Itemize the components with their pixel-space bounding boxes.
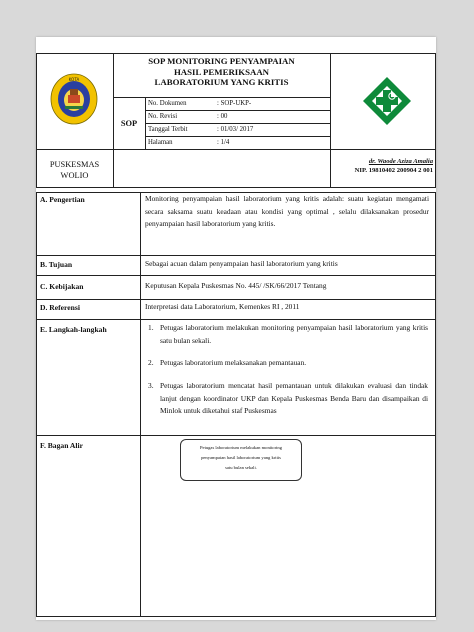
header-top-border bbox=[36, 53, 436, 54]
step-2-text: Petugas laboratorium melaksanakan pemantauan. bbox=[160, 358, 307, 367]
body-column-divider bbox=[140, 192, 141, 616]
title-line-1: SOP MONITORING PENYAMPAIAN bbox=[148, 56, 295, 66]
svg-text:KOTA: KOTA bbox=[68, 77, 80, 82]
flow-line-2: penyampaian hasil laboratorium yang kritis bbox=[201, 455, 281, 460]
section-f-label: F. Bagan Alir bbox=[40, 441, 83, 450]
org-line-1: PUSKESMAS bbox=[49, 160, 100, 169]
meta-label-page: Halaman bbox=[148, 139, 173, 146]
step-3-text: Petugas laboratorium mencatat hasil pemantauan untuk dilakukan evaluasi dan tindak lanjut dengan koordinator UKP dan Kepala Puskesmas Benda Baru dan disampaikan di Minlok untuk diketahui staf Puskesmas bbox=[160, 381, 428, 415]
meta-value-doc-number: : SOP-UKP- bbox=[217, 100, 252, 107]
row-border-d bbox=[36, 319, 436, 320]
header-middle-border bbox=[36, 149, 436, 150]
puskesmas-logo-icon bbox=[50, 73, 98, 125]
header-bottom-border bbox=[36, 187, 436, 188]
meta-row-border-3 bbox=[145, 136, 330, 137]
title-bottom-border bbox=[113, 97, 330, 98]
body-left-border bbox=[36, 192, 37, 616]
sop-label: SOP bbox=[120, 118, 138, 128]
section-a-label: A. Pengertian bbox=[40, 195, 85, 204]
meta-value-revision: : 00 bbox=[217, 113, 228, 120]
body-right-border bbox=[435, 192, 436, 616]
signer-nip: NIP. 19810402 200904 2 001 bbox=[354, 167, 433, 174]
meta-row-border-1 bbox=[145, 110, 330, 111]
sop-document-page bbox=[36, 37, 436, 620]
meta-label-issue-date: Tanggal Terbit bbox=[148, 126, 188, 133]
document-title bbox=[113, 56, 330, 88]
section-b-text: Sebagai acuan dalam penyampaian hasil laboratorium yang kritis bbox=[145, 259, 338, 268]
row-border-b bbox=[36, 275, 436, 276]
section-e-label: E. Langkah-langkah bbox=[40, 325, 107, 334]
health-logo-icon bbox=[361, 75, 413, 127]
meta-label-doc-number: No. Dokumen bbox=[148, 100, 187, 107]
row-border-e bbox=[36, 435, 436, 436]
section-c-text: Keputusan Kepala Puskesmas No. 445/ /SK/66/2017 Tentang bbox=[145, 281, 327, 290]
section-a-text: Monitoring penyampaian hasil laboratorium yang kritis adalah: suatu kegiatan mengamati secara saksama suatu keadaan atau kondisi yang optimal , selalu dilaksanakan prosedur penyampaian hasil laboratorium yang kritis. bbox=[145, 194, 429, 228]
org-line-2: WOLIO bbox=[60, 171, 89, 180]
step-2-number: 2. bbox=[148, 358, 154, 367]
step-3 bbox=[148, 380, 428, 418]
meta-row-border-2 bbox=[145, 123, 330, 124]
step-1 bbox=[148, 322, 428, 347]
section-c-label: C. Kebijakan bbox=[40, 282, 84, 291]
step-2 bbox=[148, 357, 428, 370]
step-1-number: 1. bbox=[148, 323, 154, 332]
row-border-a bbox=[36, 255, 436, 256]
step-3-number: 3. bbox=[148, 381, 154, 390]
section-d-text: Interpretasi data Laboratorium, Kemenkes RI , 2011 bbox=[145, 302, 300, 311]
title-line-2: HASIL PEMERIKSAAN bbox=[173, 66, 270, 77]
organization-name bbox=[36, 159, 113, 181]
signer-block bbox=[330, 157, 433, 175]
body-bottom-border bbox=[36, 616, 436, 617]
signer-name: dr. Waode Aziza Amalia bbox=[368, 158, 433, 165]
step-1-text: Petugas laboratorium melakukan monitoring penyampaian hasil laboratorium yang kritis satu bulan sekali. bbox=[160, 323, 428, 345]
section-b-label: B. Tujuan bbox=[40, 260, 73, 269]
header-right-border bbox=[435, 53, 436, 187]
meta-value-issue-date: : 01/03/ 2017 bbox=[217, 126, 254, 133]
section-d-label: D. Referensi bbox=[40, 303, 80, 312]
row-border-c bbox=[36, 299, 436, 300]
title-line-3: LABORATORIUM YANG KRITIS bbox=[154, 77, 289, 87]
flow-line-3: satu bulan sekali. bbox=[225, 465, 257, 470]
flowchart-step-box bbox=[180, 439, 302, 481]
flow-line-1: Petugas laboratorium melakukan monitoring bbox=[199, 445, 283, 450]
meta-label-revision: No. Revisi bbox=[148, 113, 178, 120]
meta-value-page: : 1/4 bbox=[217, 139, 230, 146]
